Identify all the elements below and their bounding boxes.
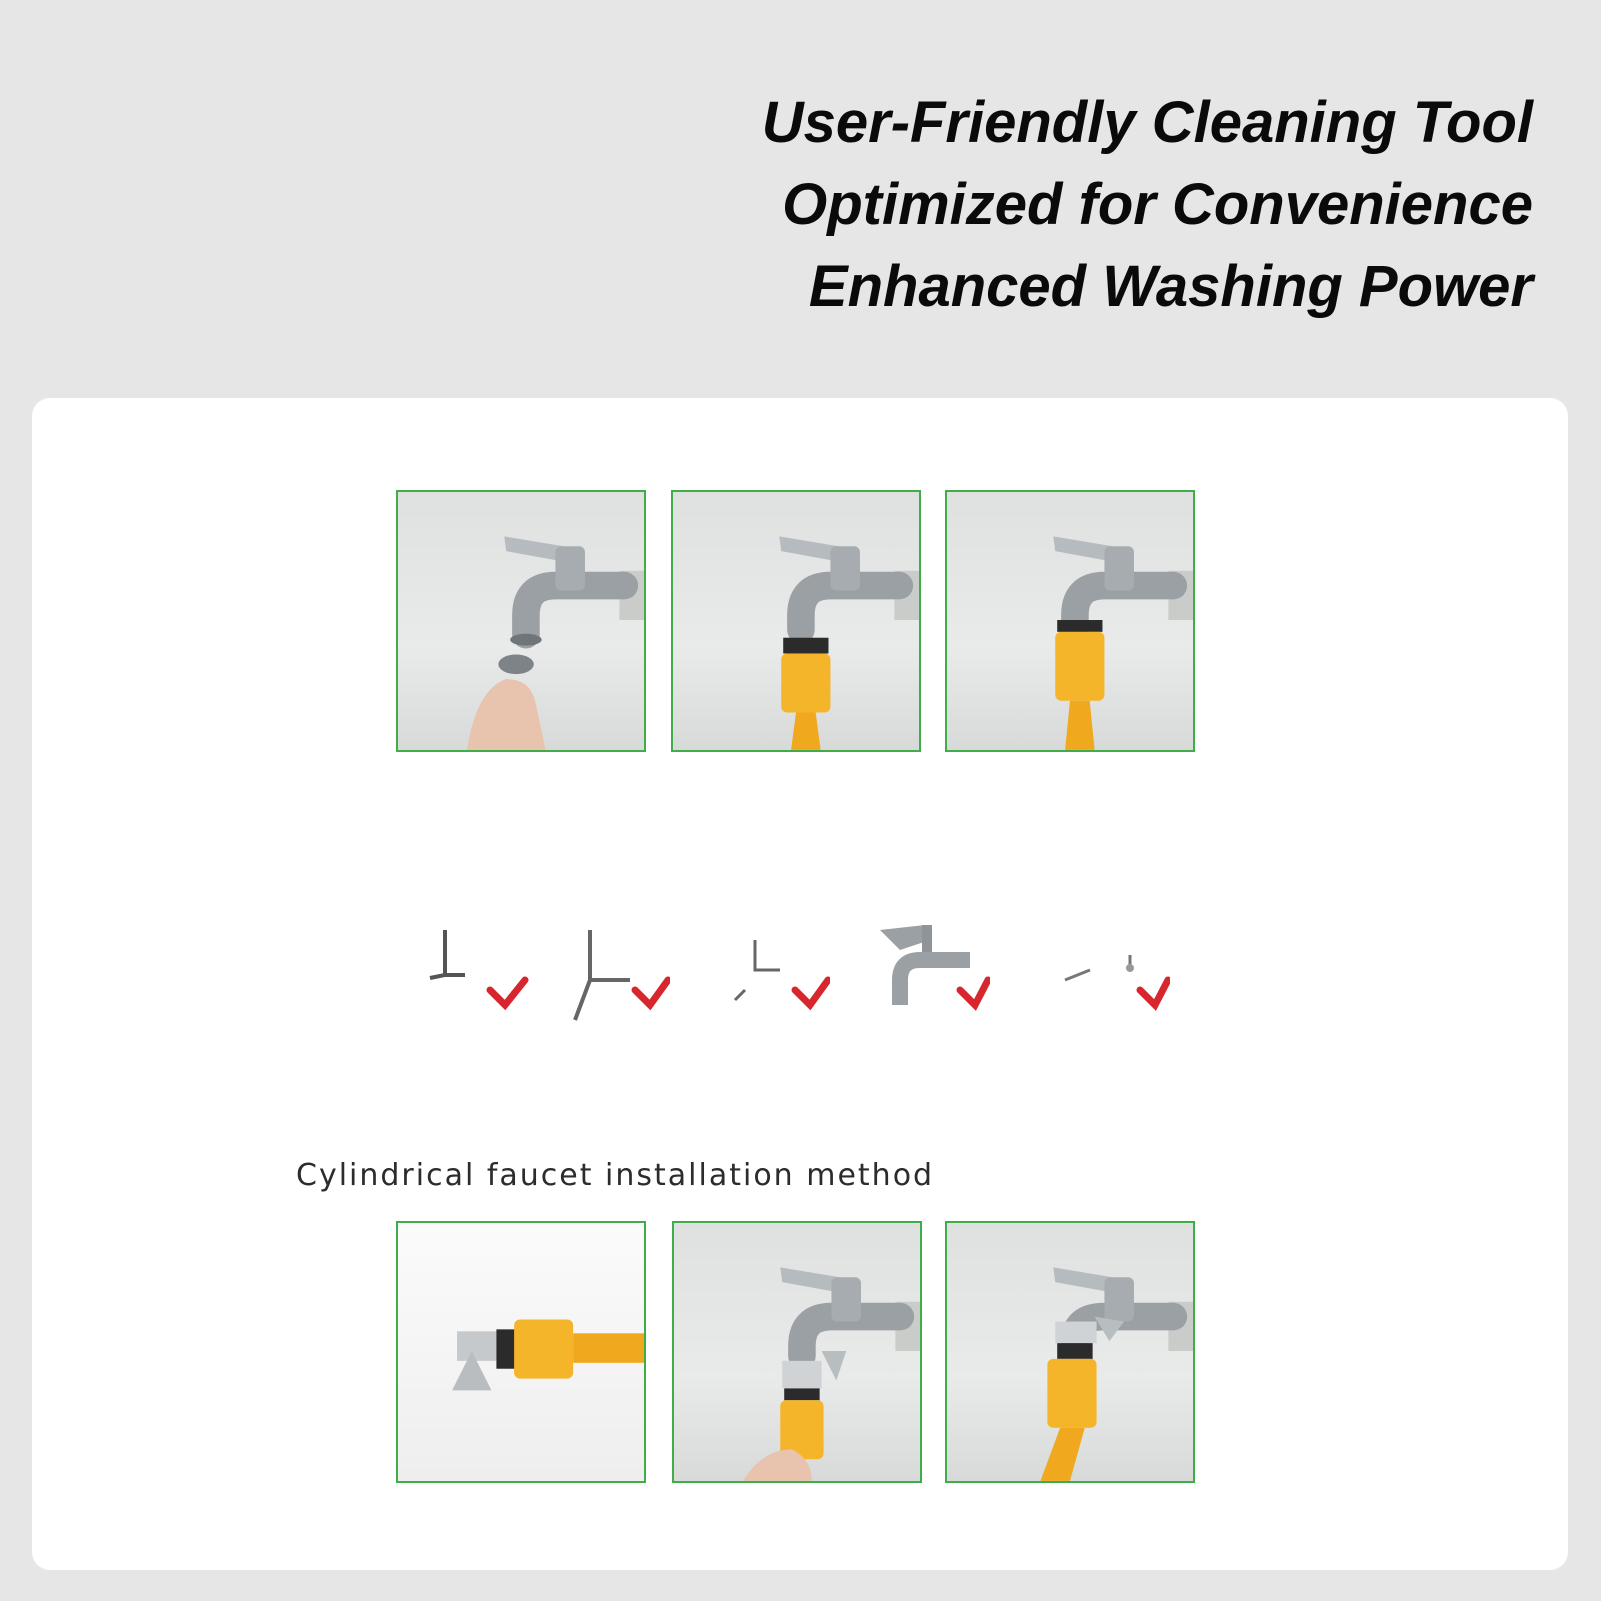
install-photo-2 (671, 490, 921, 752)
install-photo-5 (672, 1221, 922, 1483)
install-photo-4 (396, 1221, 646, 1483)
checkmark-icon (960, 980, 988, 1005)
faucet-type-icon-5 (1060, 920, 1170, 1030)
faucet-type-icon-4 (880, 920, 990, 1030)
checkmark-icon (1140, 980, 1168, 1005)
checkmark-icon (795, 980, 828, 1005)
faucet-type-icon-2 (560, 920, 670, 1030)
section-title: Cylindrical faucet installation method (296, 1158, 935, 1193)
headline-line-2: Optimized for Convenience (782, 172, 1533, 237)
headline-line-3: Enhanced Washing Power (808, 254, 1533, 319)
headline-line-1: User-Friendly Cleaning Tool (761, 90, 1533, 155)
install-photo-1 (396, 490, 646, 752)
checkmark-icon (490, 980, 525, 1005)
install-photo-6 (945, 1221, 1195, 1483)
headline (533, 82, 1533, 328)
install-photo-3 (945, 490, 1195, 752)
faucet-type-icon-3 (720, 920, 830, 1030)
faucet-type-icon-1 (420, 920, 530, 1030)
checkmark-icon (635, 980, 668, 1005)
